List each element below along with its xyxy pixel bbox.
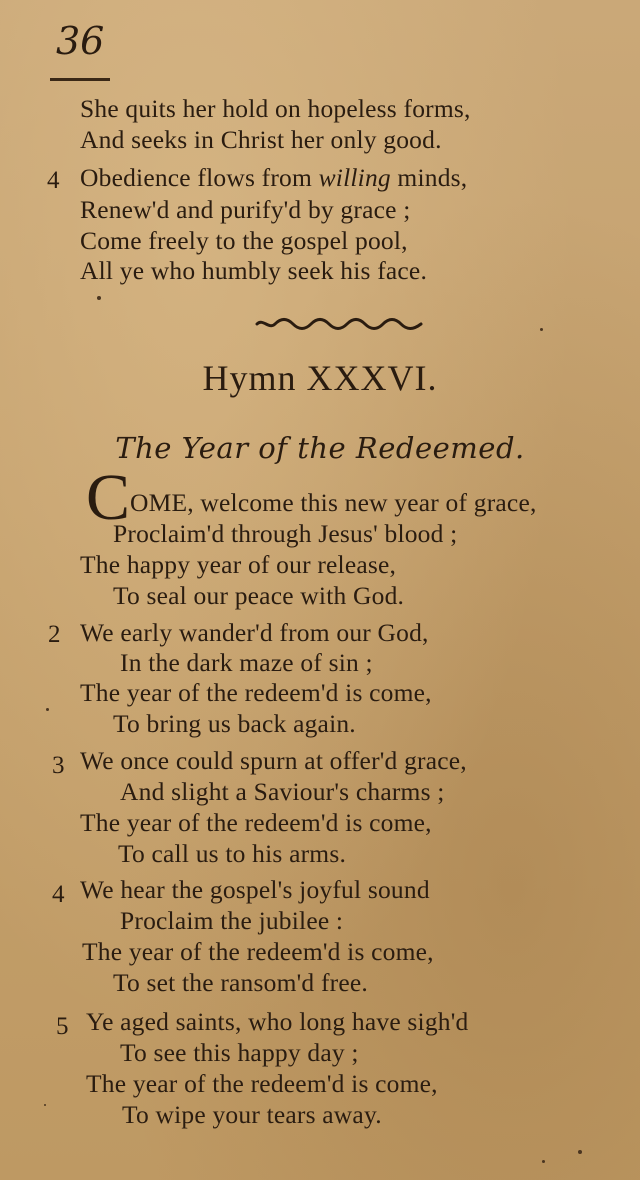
- verse-line: Proclaim'd through Jesus' blood ;: [113, 519, 458, 548]
- stanza-number: 4: [52, 881, 65, 908]
- paper-speck: [542, 1160, 545, 1163]
- verse-line: To seal our peace with God.: [113, 581, 405, 610]
- verse-line: To bring us back again.: [113, 709, 356, 738]
- paper-speck: [97, 296, 101, 300]
- verse-line: The year of the redeem'd is come,: [80, 678, 432, 707]
- verse-line: Renew'd and purify'd by grace ;: [80, 195, 411, 224]
- verse-line: To set the ransom'd free.: [113, 968, 368, 997]
- hymn-title: Hymn XXXVI.: [202, 358, 438, 398]
- verse-line: And slight a Saviour's charms ;: [120, 777, 445, 806]
- verse-line: We early wander'd from our God,: [80, 618, 429, 647]
- paper-speck: [44, 1104, 46, 1106]
- ornament-divider: [255, 316, 423, 332]
- verse-line: Come freely to the gospel pool,: [80, 226, 408, 255]
- verse-line: To see this happy day ;: [120, 1038, 359, 1067]
- verse-line: The happy year of our release,: [80, 550, 397, 579]
- emphasis-word: willing: [318, 163, 391, 192]
- drop-cap: C: [86, 461, 131, 534]
- stanza-number: 5: [56, 1013, 69, 1040]
- verse-line: She quits her hold on hopeless forms,: [80, 94, 471, 123]
- verse-text: Obedience flows from: [80, 163, 319, 192]
- verse-line: Ye aged saints, who long have sigh'd: [86, 1007, 469, 1036]
- verse-line: The year of the redeem'd is come,: [82, 937, 434, 966]
- verse-line: We hear the gospel's joyful sound: [80, 875, 430, 904]
- verse-line: And seeks in Christ her only good.: [80, 125, 442, 154]
- verse-line: OME, welcome this new year of grace,: [130, 488, 537, 517]
- hymn-subtitle: The Year of the Redeemed.: [115, 431, 525, 465]
- page-number-rule: [50, 78, 110, 81]
- paper-speck: [578, 1150, 582, 1154]
- stanza-number: 3: [52, 752, 65, 779]
- paper-speck: [540, 328, 543, 331]
- page-number: 36: [56, 19, 105, 63]
- verse-line: To wipe your tears away.: [122, 1100, 382, 1129]
- verse-line: The year of the redeem'd is come,: [86, 1069, 438, 1098]
- stanza-number: 2: [48, 621, 61, 648]
- verse-line: We once could spurn at offer'd grace,: [80, 746, 467, 775]
- verse-line: In the dark maze of sin ;: [120, 648, 373, 677]
- stanza-number: 4: [47, 167, 60, 194]
- paper-speck: [46, 708, 49, 711]
- verse-line: The year of the redeem'd is come,: [80, 808, 432, 837]
- verse-line: All ye who humbly seek his face.: [80, 256, 428, 285]
- verse-line: [80, 163, 467, 193]
- verse-line: To call us to his arms.: [118, 839, 347, 868]
- verse-text: minds,: [390, 163, 468, 192]
- verse-line: Proclaim the jubilee :: [120, 906, 344, 935]
